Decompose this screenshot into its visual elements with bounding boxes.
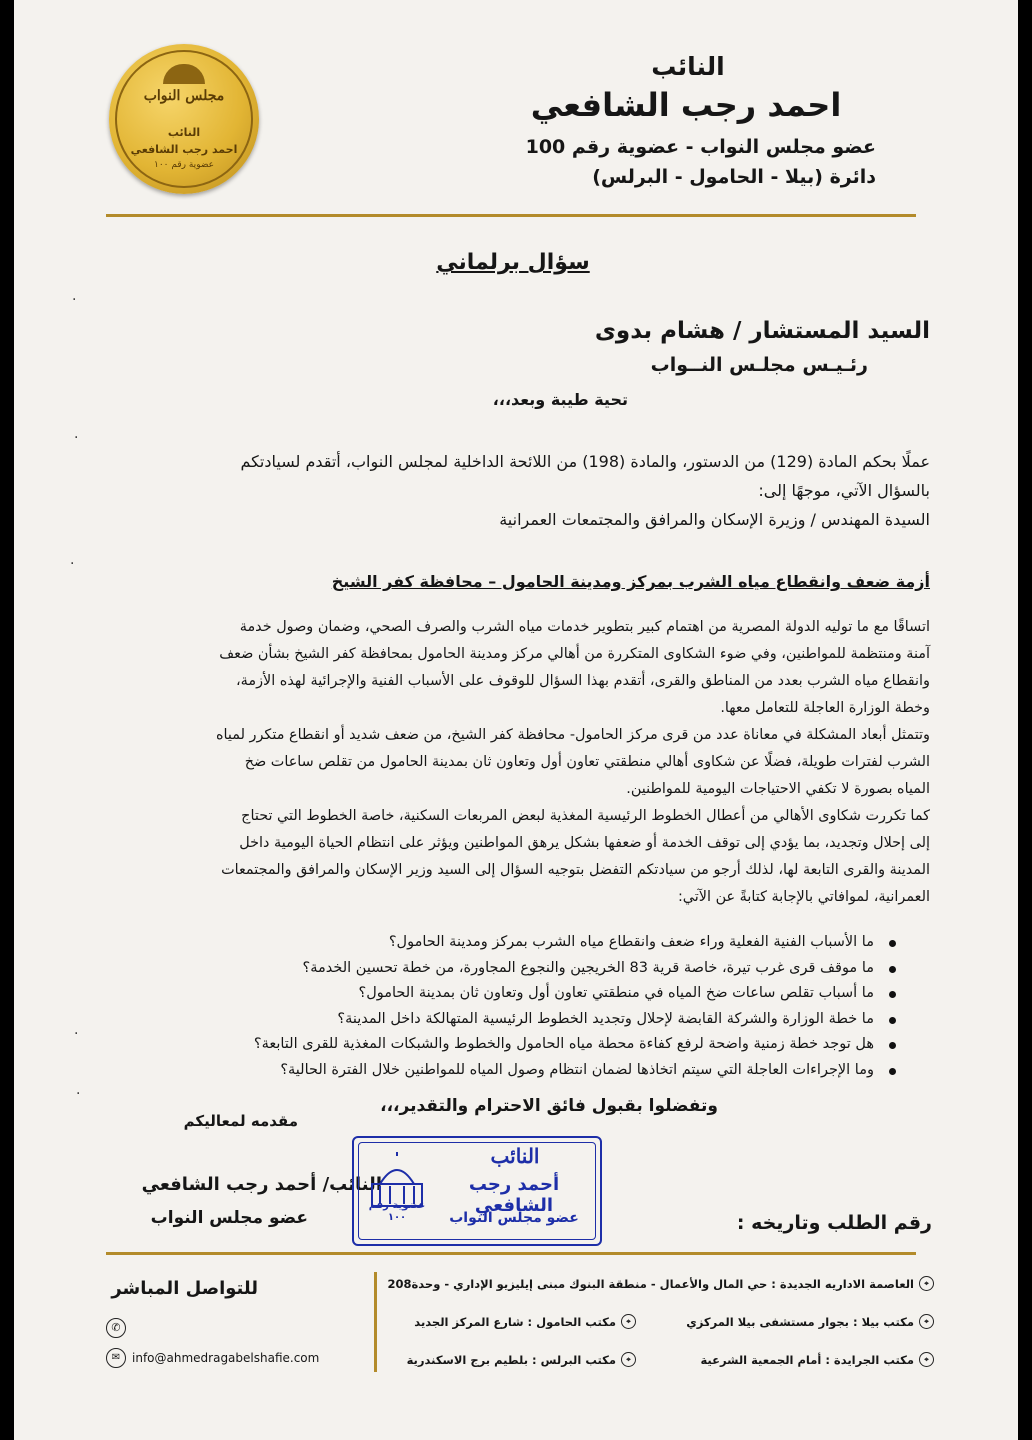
email-link[interactable]: info@ahmedragabelshafie.com: [132, 1351, 320, 1365]
office-address: ⌖ العاصمة الاداريه الجديدة : حي المال والأعمال - منطقة البنوك مبنى إيليزيو الإداري - وحدة208: [387, 1276, 934, 1291]
signatory-title: عضو مجلس النواب: [150, 1208, 308, 1228]
document-page: [14, 0, 1018, 1440]
location-pin-icon: ⌖: [919, 1314, 934, 1329]
office-address: ⌖ مكتب الحامول : شارع المركز الجديد: [414, 1314, 636, 1329]
body-line: اتساقًا مع ما توليه الدولة المصرية من اهتمام كبير بتطوير خدمات مياه الشرب والصرف الصحي، وضمان وصول خدمة: [239, 619, 930, 635]
location-pin-icon: ⌖: [919, 1276, 934, 1291]
letterhead-membership: عضو مجلس النواب - عضوية رقم 100: [525, 136, 876, 158]
closing-line: وتفضلوا بقبول فائق الاحترام والتقدير،،،: [380, 1096, 718, 1116]
question-item: ما خطة الوزارة والشركة القابضة لإحلال وتجديد الخطوط الرئيسية المتهالكة داخل المدينة؟: [140, 1007, 900, 1033]
body-line: إلى إحلال وتجديد، بما يؤدي إلى توقف الخدمة أو ضعفها بشكل يرهق المواطنين ويؤثر على انتظام الحياة اليومية داخل: [239, 835, 930, 851]
question-item: ما أسباب تقلص ساعات ضخ المياه في منطقتي تعاون أول وتعاون ثان بمدينة الحامول؟: [140, 981, 900, 1007]
body-line: الشرب لفترات طويلة، فضلًا عن شكاوى أهالي منطقتي تعاون أول وتعاون ثان بمدينة الحامول من تقلص ساعات ضخ: [244, 754, 930, 770]
addressee: السيد المستشار / هشام بدوى: [594, 318, 930, 344]
body-line: آمنة ومنتظمة للمواطنين، وفي ضوء الشكاوى المتكررة من أهالي مركز ومدينة الحامول بمحافظة كفر الشيخ بشأن ضعف: [219, 646, 930, 662]
margin-mark: ·: [70, 556, 75, 572]
margin-mark: ·: [72, 292, 77, 308]
header-divider: [106, 214, 916, 217]
greeting: تحية طيبة وبعد،،،: [492, 390, 628, 409]
office-address: ⌖ مكتب البرلس : بلطيم برج الاسكندرية: [407, 1352, 636, 1367]
margin-mark: ·: [76, 1086, 81, 1102]
intro-line: بالسؤال الآتي، موجهًا إلى:: [758, 481, 930, 500]
questions-list: [140, 930, 900, 1083]
whatsapp-icon[interactable]: ✆: [106, 1318, 126, 1338]
body-line: وانقطاع مياه الشرب بعدد من المناطق والقرى، أتقدم بهذا السؤال للوقوف على الأسباب الفنية والإجرائية لهذه الأزمة،: [236, 673, 930, 689]
body-line: وخطة الوزارة العاجلة للتعامل معها.: [720, 700, 930, 716]
intro-line: عملًا بحكم المادة (129) من الدستور، والمادة (198) من اللائحة الداخلية لمجلس النواب، أتقدم لسيادتكم: [240, 452, 930, 471]
question-item: هل توجد خطة زمنية واضحة لرفع كفاءة محطة مياه الحامول والخطوط والشبكات المغذية للقرى التابعة؟: [140, 1032, 900, 1058]
location-pin-icon: ⌖: [621, 1352, 636, 1367]
intro-line: السيدة المهندس / وزيرة الإسكان والمرافق والمجتمعات العمرانية: [499, 510, 930, 529]
document-heading: سؤال برلماني: [436, 250, 590, 275]
office-address: ⌖ مكتب الجرايدة : أمام الجمعية الشرعية: [700, 1352, 934, 1367]
margin-mark: ·: [74, 430, 79, 446]
email-row[interactable]: [106, 1348, 319, 1368]
body-text: [100, 614, 930, 911]
request-number-label: رقم الطلب وتاريخه :: [736, 1212, 932, 1234]
location-pin-icon: ⌖: [919, 1352, 934, 1367]
question-item: وما الإجراءات العاجلة التي سيتم اتخاذها لضمان انتظام وصول المياه للمواطنين خلال الفترة الحالية؟: [140, 1058, 900, 1084]
letterhead-title: النائب: [651, 52, 725, 81]
letterhead-name: احمد رجب الشافعي: [530, 86, 842, 124]
subject-line: أزمة ضعف وانقطاع مياه الشرب بمركز ومدينة الحامول – محافظة كفر الشيخ: [331, 572, 930, 591]
body-line: المدينة والقرى التابعة لها، لذلك أرجو من سيادتكم التفضل بتوجيه السؤال إلى السيد وزير الإسكان والمرافق والمجتمعات: [221, 862, 930, 878]
body-line: المياه بصورة لا تكفي الاحتياجات اليومية للمواطنين.: [626, 781, 930, 797]
contact-heading: للتواصل المباشر: [111, 1278, 258, 1299]
question-item: ما موقف قرى غرب تيرة، خاصة قرية 83 الخريجين والنجوع المجاورة، من خطة تحسين الخدمة؟: [140, 956, 900, 982]
footer-vertical-divider: [374, 1272, 377, 1372]
signatory-name: النائب/ أحمد رجب الشافعي: [141, 1174, 382, 1195]
body-line: كما تكررت شكاوى الأهالي من أعطال الخطوط الرئيسية المغذية لبعض المربعات السكنية، خاصة الخطوط التي تحتاج: [241, 808, 930, 824]
footer-divider: [106, 1252, 916, 1255]
letterhead-district: دائرة (بيلا - الحامول - البرلس): [592, 166, 876, 188]
location-pin-icon: ⌖: [621, 1314, 636, 1329]
office-address: ⌖ مكتب بيلا : بجوار مستشفى بيلا المركزي: [686, 1314, 934, 1329]
body-line: العمرانية، لموافاتي بالإجابة كتابةً عن الآتي:: [677, 889, 930, 905]
question-item: ما الأسباب الفنية الفعلية وراء ضعف وانقطاع مياه الشرب بمركز ومدينة الحامول؟: [140, 930, 900, 956]
gold-seal-logo: مجلس النواب النائب احمد رجب الشافعي عضوية رقم ١٠٠: [109, 44, 259, 194]
email-icon: ✉: [106, 1348, 126, 1368]
addressee-title: رئـيـس مجلـس النــواب: [650, 354, 868, 376]
official-stamp: النائب أحمد رجب الشافعي عضو مجلس النواب عضوية رقم ١٠٠: [352, 1136, 602, 1246]
submitted-to: مقدمه لمعاليكم: [183, 1112, 298, 1130]
margin-mark: ·: [74, 1026, 79, 1042]
body-line: وتتمثل أبعاد المشكلة في معاناة عدد من قرى مركز الحامول- محافظة كفر الشيخ، من ضعف شديد أو انقطاع متكرر لمياه: [215, 727, 930, 743]
